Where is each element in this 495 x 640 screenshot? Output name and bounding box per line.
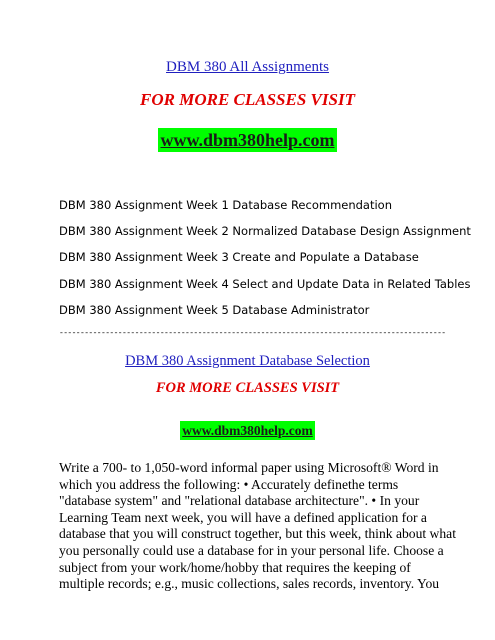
- assignment-week-2: DBM 380 Assignment Week 2 Normalized Database Design Assignment: [59, 224, 471, 238]
- section-more-classes-heading: FOR MORE CLASSES VISIT: [155, 380, 340, 396]
- description-line: Write a 700- to 1,050-word informal paper using Microsoft® Word in: [59, 460, 439, 475]
- header-more-classes-row: [0, 90, 495, 110]
- description-line: subject from your work/home/hobby that requires the keeping of: [59, 559, 411, 575]
- assignment-week-3: DBM 380 Assignment Week 3 Create and Populate a Database: [59, 250, 419, 264]
- description-line: database that you will construct together, but this week, think about what: [59, 526, 456, 542]
- description-line: Learning Team next week, you will have a defined application for a: [59, 509, 427, 525]
- assignment-week-1: DBM 380 Assignment Week 1 Database Recommendation: [59, 198, 393, 212]
- section-website-row: [0, 421, 495, 440]
- description-line: which you address the following: • Accurately definethe terms: [59, 476, 399, 492]
- description-line: "database system" and "relational database architecture". • In your: [59, 493, 420, 509]
- description-line: you personally could use a database for in your personal life. Choose a: [59, 542, 444, 558]
- section-website-link[interactable]: www.dbm380help.com: [182, 423, 313, 438]
- section-more-classes-row: [0, 379, 495, 397]
- assignment-description: [59, 460, 456, 593]
- assignment-week-4: DBM 380 Assignment Week 4 Select and Update Data in Related Tables: [59, 277, 471, 291]
- header-website-row: [0, 128, 495, 152]
- section-title-row: [0, 352, 495, 370]
- more-classes-heading: FOR MORE CLASSES VISIT: [140, 90, 355, 109]
- dashed-divider: --------------------------------------------------------------------------------------------: [59, 329, 446, 338]
- description-line: multiple records; e.g., music collections, sales records, inventory. You: [59, 576, 440, 592]
- database-selection-link[interactable]: DBM 380 Assignment Database Selection: [125, 353, 370, 369]
- website-link[interactable]: www.dbm380help.com: [160, 130, 335, 150]
- assignment-week-5: DBM 380 Assignment Week 5 Database Administrator: [59, 303, 370, 317]
- all-assignments-link[interactable]: DBM 380 All Assignments: [166, 59, 329, 75]
- header-title-row: [0, 58, 495, 76]
